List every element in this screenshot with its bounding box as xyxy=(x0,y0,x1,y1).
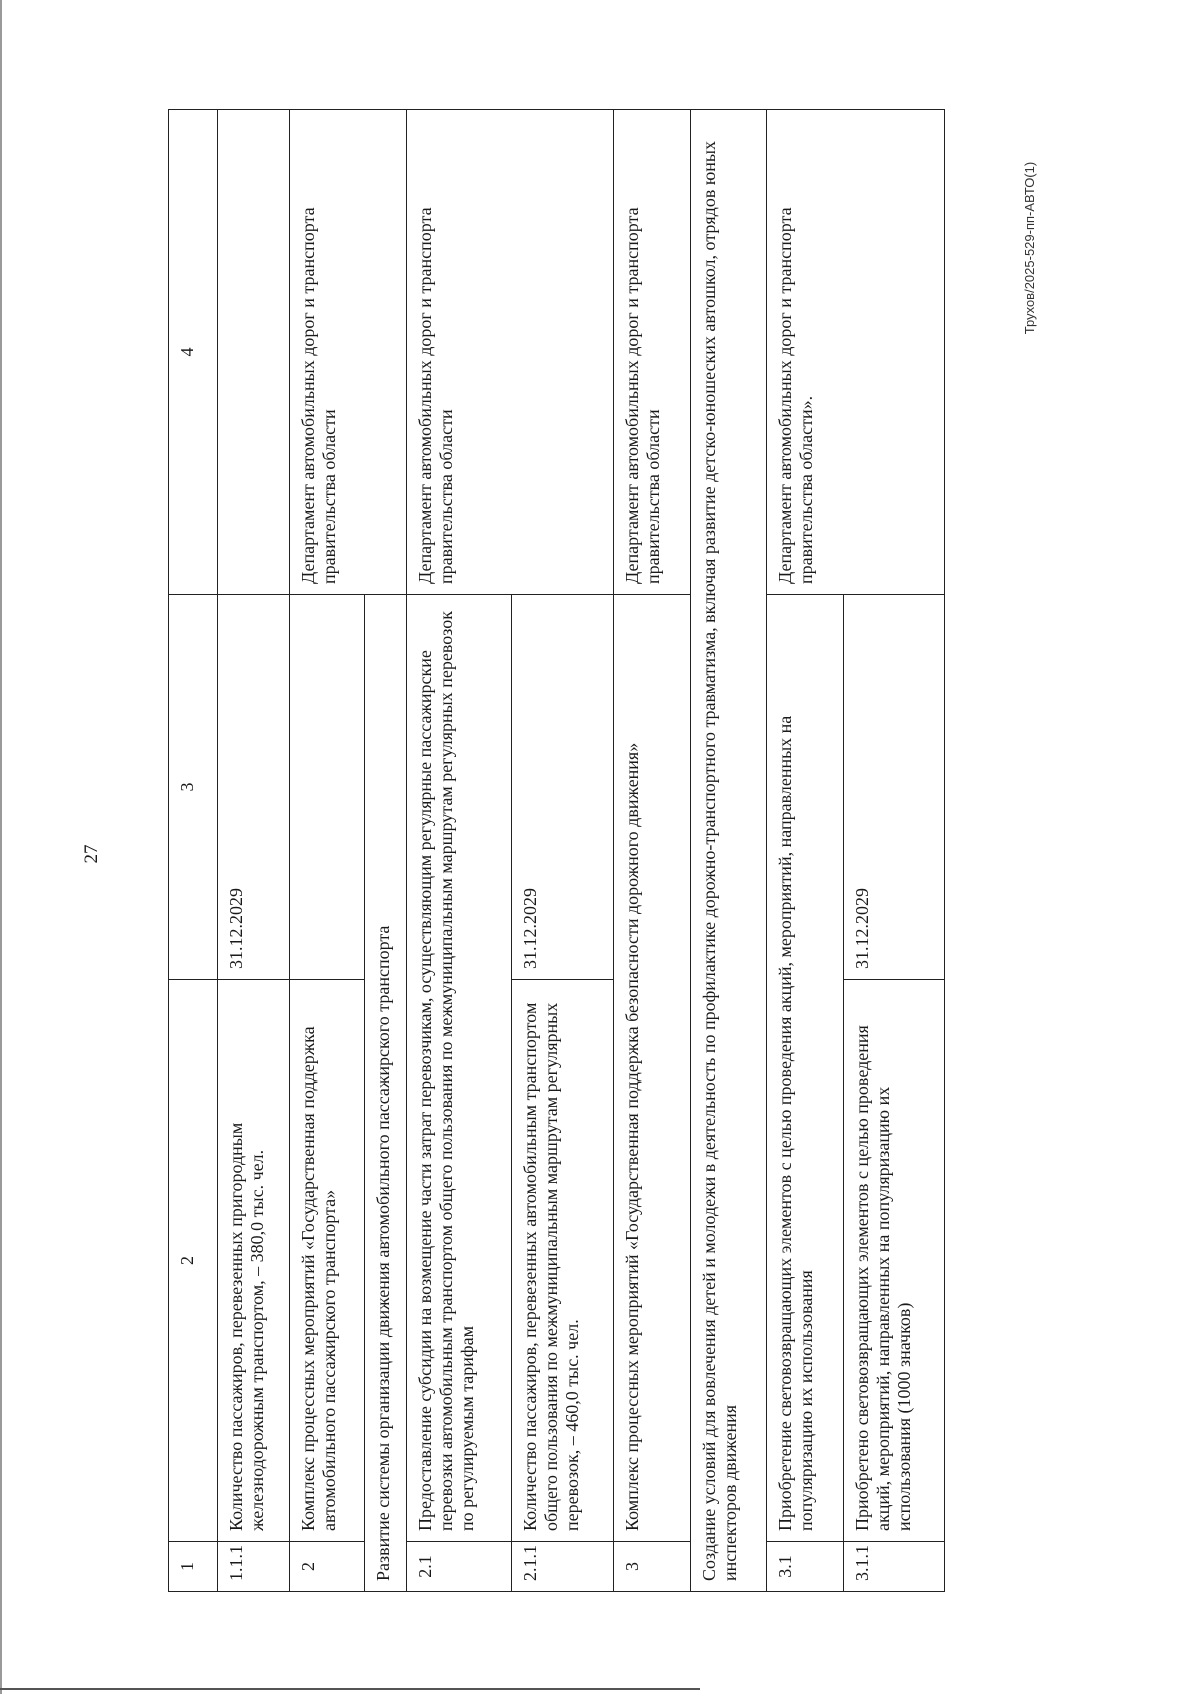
row-number: 2 xyxy=(290,1542,365,1592)
section-heading: Развитие системы организации движения автомобильного пассажирского транспорта xyxy=(364,595,407,1592)
row-text: Количество пассажиров, перевезенных пригородным железнодорожным транспортом, – 380,0 тыс. чел. xyxy=(217,980,289,1542)
row-responsible: Департамент автомобильных дорог и транспорта правительства области». xyxy=(767,110,945,595)
row-text: Предоставление субсидии на возмещение части затрат перевозчикам, осуществляющим регулярные пассажирские перевозки автомобильным транспортом общего пользования по межмуниципальным маршрутам регулярных перевозок по регулируемым тарифам xyxy=(407,595,511,1542)
table-row xyxy=(407,110,511,1592)
row-responsible: Департамент автомобильных дорог и транспорта правительства области xyxy=(407,110,614,595)
row-number: 2.1 xyxy=(407,1542,511,1592)
header-col-4: 4 xyxy=(169,110,218,595)
row-number: 3.1 xyxy=(767,1542,844,1592)
row-date: 31.12.2029 xyxy=(511,595,613,980)
table-row xyxy=(767,110,844,1592)
row-number: 3 xyxy=(613,1542,690,1592)
header-col-3: 3 xyxy=(169,595,218,980)
page-number: 27 xyxy=(81,844,102,864)
row-responsible xyxy=(217,110,289,595)
row-text: Комплекс процессных мероприятий «Государственная поддержка автомобильного пассажирского транспорта» xyxy=(290,980,365,1542)
row-number: 2.1.1 xyxy=(511,1542,613,1592)
table-header-row xyxy=(169,110,218,1592)
page-bottom-rule xyxy=(0,1688,700,1690)
table-row xyxy=(613,110,690,1592)
row-text: Приобретено световозвращающих элементов с целью проведения акций, мероприятий, направленных на популяризацию их использования (1000 значков) xyxy=(843,980,944,1542)
row-date: 31.12.2029 xyxy=(843,595,944,980)
row-number: 1.1.1 xyxy=(217,1542,289,1592)
header-col-1: 1 xyxy=(169,1542,218,1592)
page-left-edge xyxy=(0,0,2,1694)
document-reference: Трухов/2025-529-пп-АВТО(1) xyxy=(1022,161,1037,335)
rotated-table-container xyxy=(168,110,945,1592)
table-row xyxy=(217,110,289,1592)
row-date: 31.12.2029 xyxy=(217,595,289,980)
row-responsible: Департамент автомобильных дорог и транспорта правительства области xyxy=(290,110,407,595)
row-text: Комплекс процессных мероприятий «Государственная поддержка безопасности дорожного движения» xyxy=(613,595,690,1542)
section-heading: Создание условий для вовлечения детей и молодежи в деятельность по профилактике дорожно-транспортного травматизма, включая развитие детско-юношеских автошкол, отрядов юных инспекторов движения xyxy=(690,110,767,1592)
section-heading-row xyxy=(690,110,767,1592)
header-col-2: 2 xyxy=(169,980,218,1542)
table-row xyxy=(290,110,365,1592)
row-date xyxy=(290,595,365,980)
row-responsible: Департамент автомобильных дорог и транспорта правительства области xyxy=(613,110,690,595)
measures-table xyxy=(168,109,945,1592)
row-text: Приобретение световозвращающих элементов с целью проведения акций, мероприятий, направленных на популяризацию их использования xyxy=(767,595,844,1542)
row-text: Количество пассажиров, перевезенных автомобильным транспортом общего пользования по межмуниципальным маршрутам регулярных перевозок, – 460,0 тыс. чел. xyxy=(511,980,613,1542)
row-number: 3.1.1 xyxy=(843,1542,944,1592)
